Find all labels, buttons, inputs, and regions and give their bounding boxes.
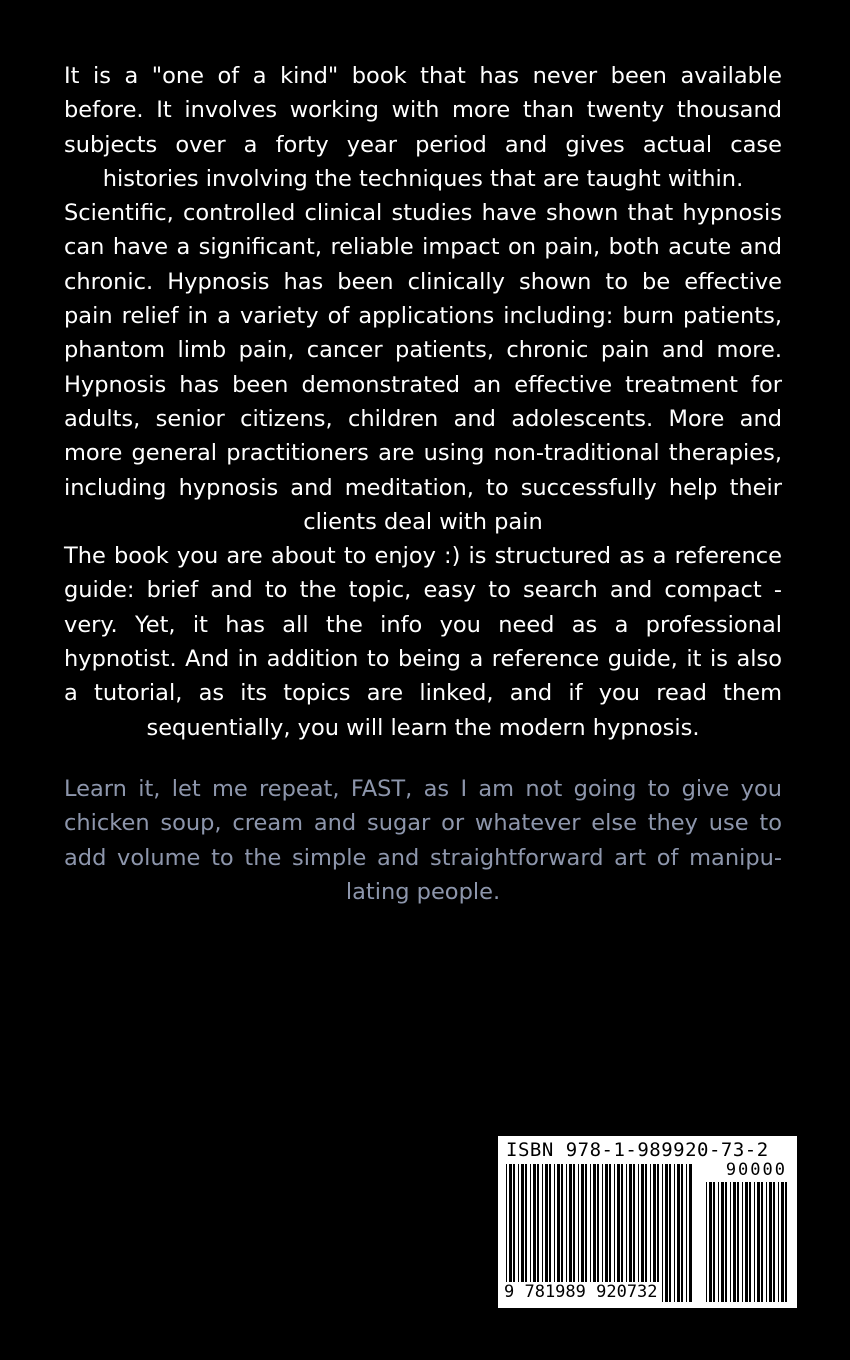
barcode-bar xyxy=(778,1182,779,1302)
description-paragraph-2: Scientific, controlled clinical studies have shown that hypnosis can have a significant, reliable impact on pain, both acute and chronic. Hypnosis has been clinically shown to be effective pain relief in a variety of applications including: burn patients, phantom limb pain, cancer patients, chronic pain and more. Hypnosis has been demonstrated an effective treatment for adults, senior citizens, children and adolescents. More and more general practitioners are using non-traditional therapies, including hypnosis and meditation, to successfully help their clients deal with pain xyxy=(64,200,782,535)
description-text xyxy=(64,59,782,745)
barcode-bar xyxy=(742,1182,743,1302)
blurb-text xyxy=(64,772,782,909)
barcode-bar xyxy=(769,1182,772,1302)
barcode-bar xyxy=(706,1182,707,1302)
barcode-bar xyxy=(766,1182,767,1302)
barcode-bar xyxy=(721,1182,724,1302)
barcode-bar xyxy=(662,1164,663,1302)
barcode-bar xyxy=(725,1182,727,1302)
barcode-bar xyxy=(665,1164,668,1302)
barcode-bar xyxy=(677,1164,680,1302)
barcode-bar xyxy=(754,1182,755,1302)
isbn-label: ISBN 978-1-989920-73-2 xyxy=(506,1139,769,1161)
barcode-bar xyxy=(669,1164,671,1302)
barcode-bar xyxy=(718,1182,719,1302)
barcode-bar xyxy=(730,1182,731,1302)
blurb-paragraph: Learn it, let me repeat, FAST, as I am not going to give you chicken soup, cream and sugar or whatever else they use to add volume to the simple and straightforward art of manipu-lating people. xyxy=(64,776,782,905)
barcode-bar xyxy=(745,1182,748,1302)
barcode-bar xyxy=(709,1182,712,1302)
description-paragraph-1: It is a "one of a kind" book that has never been available before. It involves working with more than twenty thousand subjects over a forty year period and gives actual case histories involving the techniques that are taught within. xyxy=(64,63,782,192)
barcode-bar xyxy=(773,1182,775,1302)
barcode-bar xyxy=(713,1182,715,1302)
isbn-barcode xyxy=(498,1136,797,1308)
barcode-bar xyxy=(757,1182,760,1302)
barcode-bar xyxy=(686,1164,687,1302)
barcode-bar xyxy=(681,1164,683,1302)
barcode-bar xyxy=(781,1182,784,1302)
barcode-bar xyxy=(761,1182,763,1302)
barcode-digits: 9 781989 920732 xyxy=(504,1282,658,1302)
barcode-bar xyxy=(785,1182,787,1302)
barcode-bar xyxy=(674,1164,675,1302)
description-paragraph-3: The book you are about to enjoy :) is structured as a reference guide: brief and to the topic, easy to search and compact - very. Yet, it has all the info you need as a professional hypnotist. And in addition to being a reference guide, it is also a tutorial, as its topics are linked, and if you read them sequentially, you will learn the modern hypnosis. xyxy=(64,543,782,741)
price-code: 90000 xyxy=(725,1160,787,1180)
barcode-bar xyxy=(733,1182,736,1302)
barcode-bar xyxy=(689,1164,692,1302)
barcode-bar xyxy=(737,1182,739,1302)
barcode-bar xyxy=(749,1182,751,1302)
